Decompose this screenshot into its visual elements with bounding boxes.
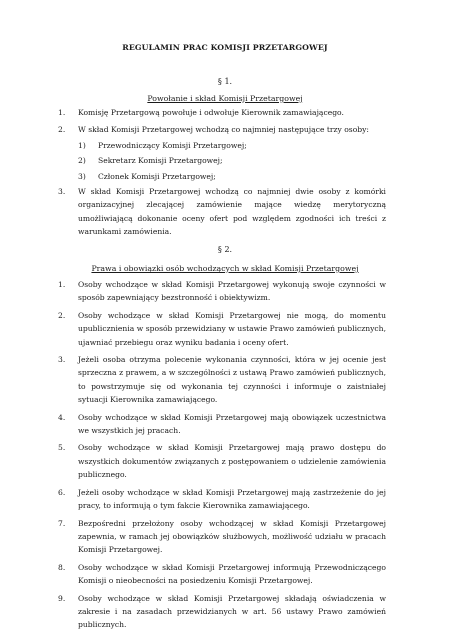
list-item: 4. Osoby wchodzące w skład Komisji Przetargowej mają obowiązek uczestnictwa we wszystkich jej pracach.: [58, 412, 386, 436]
list-item: 6. Jeżeli osoby wchodzące w skład Komisji Przetargowej mają zastrzeżenie do jej pracy, to informują o tym fakcie Kierownika zamawiającego.: [58, 487, 386, 511]
section-1-heading: Powołanie i skład Komisji Przetargowej: [147, 94, 303, 103]
document-title: REGULAMIN PRAC KOMISJI PRZETARGOWEJ: [122, 43, 328, 52]
section-1-sign: § 1.: [217, 77, 233, 86]
list-item: 5. Osoby wchodzące w skład Komisji Przetargowej mają prawo dostępu do wszystkich dokumentów związanych z postępowaniem o udzielenie zamówienia publicznego.: [58, 443, 386, 480]
list-item: 1. Osoby wchodzące w skład Komisji Przetargowej wykonują swoje czynności w sposób zapewniający bezstronność i obiektywizm.: [58, 280, 386, 303]
list-item: 8. Osoby wchodzące w skład Komisji Przetargowej informują Przewodniczącego Komisji o nieobecności na posiedzeniu Komisji Przetargowej.: [58, 562, 386, 586]
sub-list-item: 3) Członek Komisji Przetargowej;: [78, 171, 216, 181]
list-item: 3. W skład Komisji Przetargowej wchodzą co najmniej dwie osoby z komórki organizacyjnej zlecającej zamówienie mające wiedzę merytoryczną umożliwiającą dokonanie oceny ofert pod względem zgodności ich treści z warunkami zamówienia.: [58, 187, 386, 237]
list-item: 2. W skład Komisji Przetargowej wchodzą co najmniej następujące trzy osoby: 1) Przewodniczący Komisji Przetargowej; 2) Sekretarz Komisji Przetargowej; 3) Członek Komisji Przetargowej;: [58, 123, 386, 183]
list-item: 7. Bezpośredni przełożony osoby wchodzącej w skład Komisji Przetargowej zapewnia, w ramach jej obowiązków służbowych, możliwość udziału w pracach Komisji Przetargowej.: [58, 518, 386, 555]
list-item: 1. Komisję Przetargową powołuje i odwołuje Kierownik zamawiającego.: [58, 108, 344, 117]
section-2-sign: § 2.: [217, 245, 233, 254]
list-item: 9. Osoby wchodzące w skład Komisji Przetargowej składają oświadczenia w zakresie i na zasadach przewidzianych w art. 56 ustawy Prawo zamówień publicznych.: [58, 593, 386, 630]
list-item: 2. Osoby wchodzące w skład Komisji Przetargowej nie mogą, do momentu upublicznienia w sposób przewidziany w ustawie Prawo zamówień publicznych, ujawniać przebiegu oraz wyniku badania i oceny ofert.: [58, 310, 386, 347]
section-2-list: [58, 278, 386, 632]
sub-list: [78, 139, 386, 183]
section-2-heading: Prawa i obowiązki osób wchodzących w skład Komisji Przetargowej: [91, 264, 359, 273]
sub-list-item: 2) Sekretarz Komisji Przetargowej;: [78, 156, 223, 166]
list-item: 3. Jeżeli osoba otrzyma polecenie wykonania czynności, która w jej ocenie jest sprzeczna z prawem, a w szczególności z ustawą Prawo zamówień publicznych, to powstrzymuje się od wykonania tej czynności i informuje o zaistniałej sytuacji Kierownika zamawiającego.: [58, 355, 386, 405]
section-1-list: [58, 106, 386, 239]
sub-list-item: 1) Przewodniczący Komisji Przetargowej;: [78, 140, 247, 150]
